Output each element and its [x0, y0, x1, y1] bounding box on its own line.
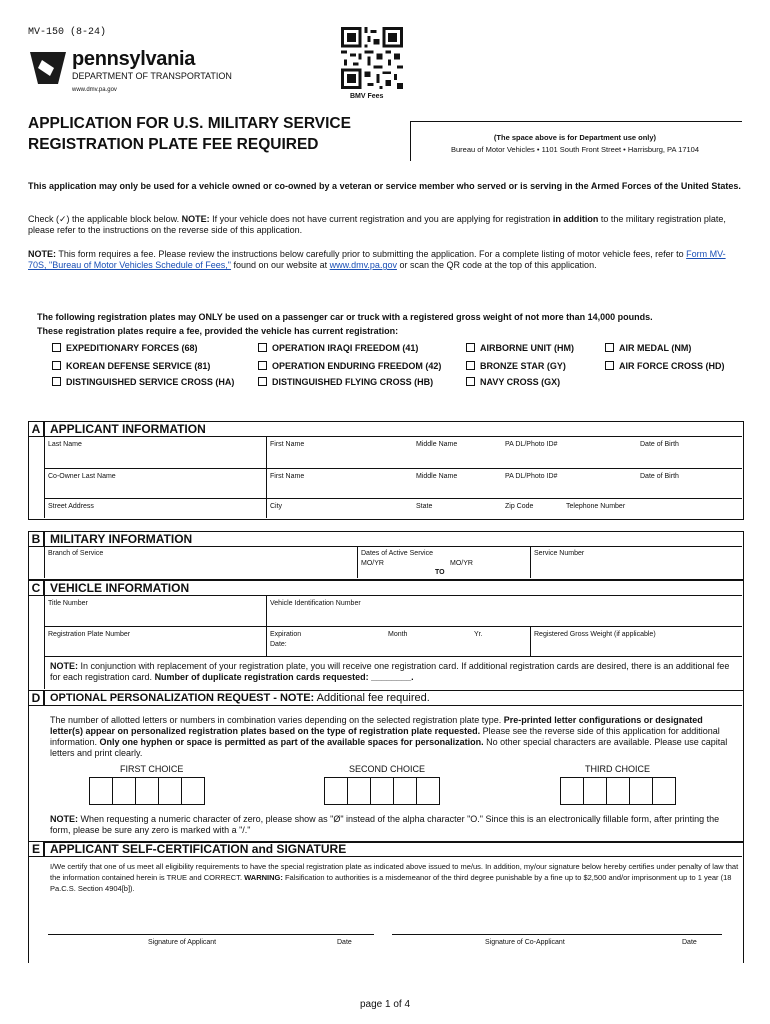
department-name: DEPARTMENT OF TRANSPORTATION	[72, 71, 232, 81]
form-title-line1: APPLICATION FOR U.S. MILITARY SERVICE	[28, 115, 351, 132]
section-title: OPTIONAL PERSONALIZATION REQUEST - NOTE: Additional fee required.	[50, 692, 430, 704]
first-name-label: First Name	[270, 441, 305, 448]
qr-code-icon[interactable]	[341, 27, 403, 89]
char-box[interactable]	[135, 777, 159, 805]
page-number: page 1 of 4	[359, 999, 411, 1010]
applicant-signature-label: Signature of Applicant	[148, 939, 217, 946]
certification-statement: I/We certify that one of us meet all eligibility requirements to have the special registration plate as indicated above issued to me/us. In addition, my/our signature below hereby certifies under penalty of law that the information contained herein is TRUE and CORRECT. WARNING: Falsification to authorities is a misdemeanor of the third degree punishable by a fine up to $2,500 and/or imprisonment up to 1 year (18 Pa.C.S. Section 4904[b]).	[50, 862, 739, 893]
month-label: Month	[388, 631, 408, 638]
checkbox[interactable]	[258, 343, 267, 352]
plate-option[interactable]: OPERATION ENDURING FREEDOM (42)	[258, 361, 441, 372]
telephone-label: Telephone Number	[566, 503, 626, 510]
second-choice-label: SECOND CHOICE	[349, 764, 426, 774]
intro-eligibility: This application may only be used for a vehicle owned or co-owned by a veteran or service member who served or is serving in the Armed Forces of the United States.	[28, 181, 741, 191]
section-letter: C	[28, 580, 44, 596]
char-box[interactable]	[416, 777, 440, 805]
first-choice-boxes[interactable]	[89, 777, 204, 810]
checkbox[interactable]	[466, 377, 475, 386]
plate-option[interactable]: AIR FORCE CROSS (HD)	[605, 361, 725, 372]
third-choice-label: THIRD CHOICE	[585, 764, 650, 774]
plates-fee-note: These registration plates require a fee, provided the vehicle has current registration:	[37, 326, 399, 336]
year-label: Yr.	[474, 631, 483, 638]
applicant-date-label: Date	[337, 939, 352, 946]
service-number-label: Service Number	[534, 550, 585, 557]
intro-check-instructions: Check (✓) the applicable block below. NOTE: If your vehicle does not have current registration and you are applying for registration in addition to the military registration plate, please refer to the instructions on the reverse side of this application.	[28, 214, 726, 235]
checkbox[interactable]	[466, 361, 475, 370]
checkbox[interactable]	[258, 361, 267, 370]
plate-number-label: Registration Plate Number	[48, 631, 131, 638]
section-certification	[28, 841, 744, 963]
state-label: State	[416, 503, 433, 510]
form-mv70s-link[interactable]: Form MV-70S, "Bureau of Motor Vehicles Schedule of Fees,"	[28, 249, 726, 270]
char-box[interactable]	[629, 777, 653, 805]
section-title: APPLICANT INFORMATION	[50, 422, 206, 436]
plate-option[interactable]: KOREAN DEFENSE SERVICE (81)	[52, 361, 210, 372]
plates-weight-restriction: The following registration plates may ONLY be used on a passenger car or truck with a registered gross weight of not more than 14,000 pounds.	[37, 312, 653, 322]
checkbox[interactable]	[258, 377, 267, 386]
coapplicant-signature-line[interactable]	[392, 934, 722, 935]
coapplicant-signature-label: Signature of Co-Applicant	[485, 939, 565, 946]
char-box[interactable]	[89, 777, 113, 805]
street-address-label: Street Address	[48, 503, 94, 510]
checkbox[interactable]	[466, 343, 475, 352]
gross-weight-label: Registered Gross Weight (if applicable)	[534, 631, 656, 638]
plate-option[interactable]: DISTINGUISHED FLYING CROSS (HB)	[258, 377, 433, 388]
dob-label: Date of Birth	[640, 441, 679, 448]
section-title: MILITARY INFORMATION	[50, 532, 193, 546]
checkbox[interactable]	[52, 343, 61, 352]
plate-option[interactable]: BRONZE STAR (GY)	[466, 361, 566, 372]
char-box[interactable]	[181, 777, 205, 805]
qr-caption: BMV Fees	[350, 93, 384, 100]
char-box[interactable]	[158, 777, 182, 805]
plate-option[interactable]: EXPEDITIONARY FORCES (68)	[52, 343, 198, 354]
expiration-label: Expiration	[270, 631, 302, 638]
coapplicant-date-label: Date	[682, 939, 697, 946]
branch-label: Branch of Service	[48, 550, 104, 557]
state-name: pennsylvania	[72, 48, 196, 70]
vin-label: Vehicle Identification Number	[270, 600, 361, 607]
bureau-address: Bureau of Motor Vehicles • 1101 South Front Street • Harrisburg, PA 17104	[450, 145, 700, 154]
checkbox[interactable]	[52, 377, 61, 386]
third-choice-boxes[interactable]	[560, 777, 675, 810]
char-box[interactable]	[560, 777, 584, 805]
to-label: TO	[435, 569, 445, 576]
city-label: City	[270, 503, 283, 510]
char-box[interactable]	[606, 777, 630, 805]
coowner-last-name-label: Co-Owner Last Name	[48, 473, 116, 480]
keystone-logo-icon	[28, 46, 68, 86]
plate-option[interactable]: DISTINGUISHED SERVICE CROSS (HA)	[52, 377, 234, 388]
title-number-label: Title Number	[48, 600, 88, 607]
section-title: VEHICLE INFORMATION	[50, 581, 190, 595]
char-box[interactable]	[112, 777, 136, 805]
char-box[interactable]	[370, 777, 394, 805]
form-title-line2: REGISTRATION PLATE FEE REQUIRED	[28, 136, 319, 153]
plate-option[interactable]: AIR MEDAL (NM)	[605, 343, 691, 354]
section-letter: E	[28, 841, 44, 857]
plate-option[interactable]: AIRBORNE UNIT (HM)	[466, 343, 574, 354]
last-name-label: Last Name	[48, 441, 82, 448]
registration-card-note: NOTE: In conjunction with replacement of your registration plate, you will receive one registration card. If additional registration cards are desired, there is an additional fee for each registration card. Number of duplicate registration cards requested: ________.	[50, 661, 730, 682]
section-title: APPLICANT SELF-CERTIFICATION and SIGNATURE	[50, 842, 347, 856]
coowner-first-name-label: First Name	[270, 473, 305, 480]
active-service-label: Dates of Active Service	[361, 550, 433, 557]
char-box[interactable]	[324, 777, 348, 805]
zip-label: Zip Code	[505, 503, 534, 510]
char-box[interactable]	[393, 777, 417, 805]
checkbox[interactable]	[52, 361, 61, 370]
moyr-to-label: MO/YR	[450, 560, 473, 567]
dmv-website-link[interactable]: www.dmv.pa.gov	[329, 260, 397, 270]
dmv-url: www.dmv.pa.gov	[72, 87, 117, 93]
dl-id-label: PA DL/Photo ID#	[505, 441, 558, 448]
plate-option[interactable]: NAVY CROSS (GX)	[466, 377, 560, 388]
section-letter: A	[28, 421, 44, 437]
middle-name-label: Middle Name	[416, 441, 458, 448]
section-letter: B	[28, 531, 44, 547]
coowner-dob-label: Date of Birth	[640, 473, 679, 480]
char-box[interactable]	[652, 777, 676, 805]
plate-option[interactable]: OPERATION IRAQI FREEDOM (41)	[258, 343, 418, 354]
section-letter: D	[28, 690, 44, 706]
checkbox[interactable]	[605, 343, 614, 352]
form-id: MV-150 (8-24)	[28, 27, 107, 38]
personalization-instructions: The number of allotted letters or numbers in combination varies depending on the selected registration plate type. Pre-printed letter configurations or designated letter(s) appear on personalized registration plates based on the type of registration plate requested. Please see the reverse side of this application for additional information. Only one hyphen or space is permitted as part of the available spaces for personalization. No other special characters are available. Please use capital letters and print clearly.	[50, 715, 728, 758]
intro-fee-note: NOTE: This form requires a fee. Please review the instructions below carefully prior to submitting the application. For a complete listing of motor vehicle fees, refer to Form MV-70S, "Bureau of Motor Vehicles Schedule of Fees," found on our website at www.dmv.pa.gov or scan the QR code at the top of this application.	[28, 249, 726, 270]
checkbox[interactable]	[605, 361, 614, 370]
coowner-middle-name-label: Middle Name	[416, 473, 458, 480]
zero-character-note: NOTE: When requesting a numeric character of zero, please show as "Ø" instead of the alpha character "O." Since this is an electronically fillable form, after printing the form, please be sure any zero is marked with a "/."	[50, 814, 720, 835]
moyr-from-label: MO/YR	[361, 560, 384, 567]
expiration-date-label: Date:	[270, 641, 287, 648]
first-choice-label: FIRST CHOICE	[120, 764, 184, 774]
char-box[interactable]	[347, 777, 371, 805]
applicant-signature-line[interactable]	[48, 934, 374, 935]
coowner-dl-id-label: PA DL/Photo ID#	[505, 473, 558, 480]
department-use-note: (The space above is for Department use only)	[493, 133, 657, 142]
char-box[interactable]	[583, 777, 607, 805]
second-choice-boxes[interactable]	[324, 777, 439, 810]
